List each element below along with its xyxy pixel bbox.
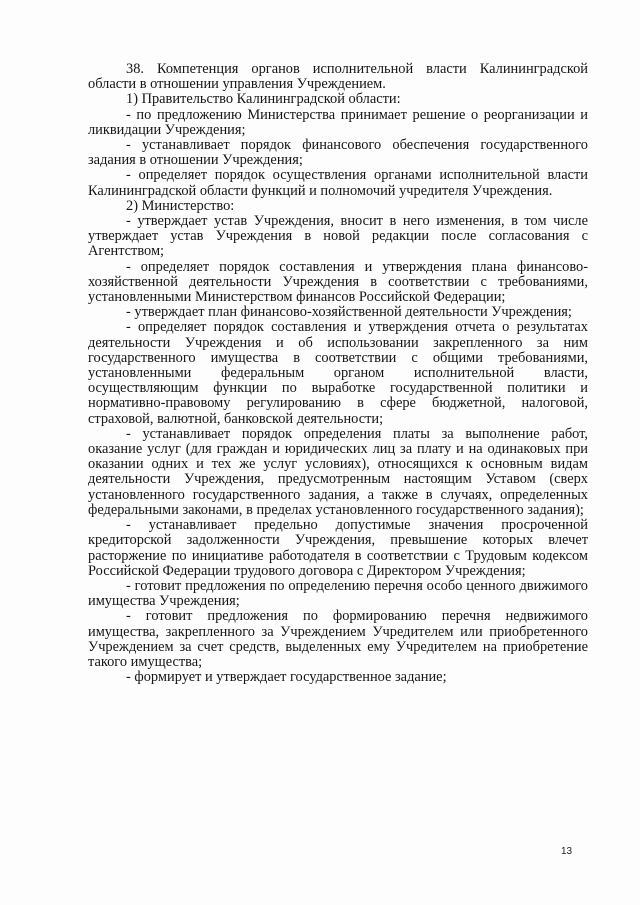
paragraph-section-38: 38. Компетенция органов исполнительной власти Калининградской области в отношении управления Учреждением. (88, 61, 588, 93)
body-text (88, 62, 588, 685)
paragraph-ministry-heading: 2) Министерство: (126, 197, 235, 214)
list-item-state-assignment: - формирует и утверждает государственное задание; (126, 669, 447, 686)
page-number: 13 (561, 846, 573, 857)
list-item-plan-approval: - утверждает план финансово-хозяйственной деятельности Учреждения; (126, 304, 572, 321)
list-item-charter: - утверждает устав Учреждения, вносит в него изменения, в том числе утверждает устав Учреждения в новой редакции после согласования с Агентством; (88, 213, 588, 260)
list-item-debt-limits: - устанавливает предельно допустимые значения просроченной кредиторской задолженности Учреждения, превышение которых влечет расторжение по инициативе работодателя в соответствии с Трудовым кодексом Российской Федерации трудового договора с Директором Учреждения; (88, 517, 588, 579)
list-item-real-estate: - готовит предложения по формированию перечня недвижимого имущества, закрепленного за Учреждением Учредителем или приобретенного Учреждением за счет средств, выделенных ему Учредителем на приобретение такого имущества; (88, 608, 588, 670)
list-item-plan-procedure: - определяет порядок составления и утверждения плана финансово-хозяйственной деятельности Учреждения в соответствии с требованиями, установленными Министерством финансов Российской Федерации; (88, 258, 588, 306)
list-item-founder-functions: - определяет порядок осуществления органами исполнительной власти Калининградской области функций и полномочий учредителя Учреждения. (88, 167, 588, 199)
list-item-fee-procedure: - устанавливает порядок определения платы за выполнение работ, оказание услуг (для граждан и юридических лиц за плату и на одинаковых при оказании одних и тех же услуг условиях), относящихся к основным видам деятельности Учреждения, предусмотренным настоящим Уставом (сверх установленного государственного задания, а также в случаях, определенных федеральными законами, в пределах установленного государственного задания); (88, 425, 588, 518)
paragraph-government-heading: 1) Правительство Калининградской области: (126, 91, 401, 108)
list-item-report-procedure: - определяет порядок составления и утверждения отчета о результатах деятельности Учреждения и об использовании закрепленного за ним государственного имущества в соответствии с общими требованиями, установленными федеральным органом исполнительной власти, осуществляющим функции по выработке государственной политики и нормативно-правовому регулированию в сфере бюджетной, налоговой, страховой, валютной, банковской деятельности; (88, 319, 588, 427)
list-item-reorganization: - по предложению Министерства принимает решение о реорганизации и ликвидации Учреждения; (88, 106, 588, 138)
list-item-financial-support: - устанавливает порядок финансового обеспечения государственного задания в отношении Учреждения; (88, 137, 588, 169)
list-item-movable-property: - готовит предложения по определению перечня особо ценного движимого имущества Учреждения; (88, 577, 588, 610)
